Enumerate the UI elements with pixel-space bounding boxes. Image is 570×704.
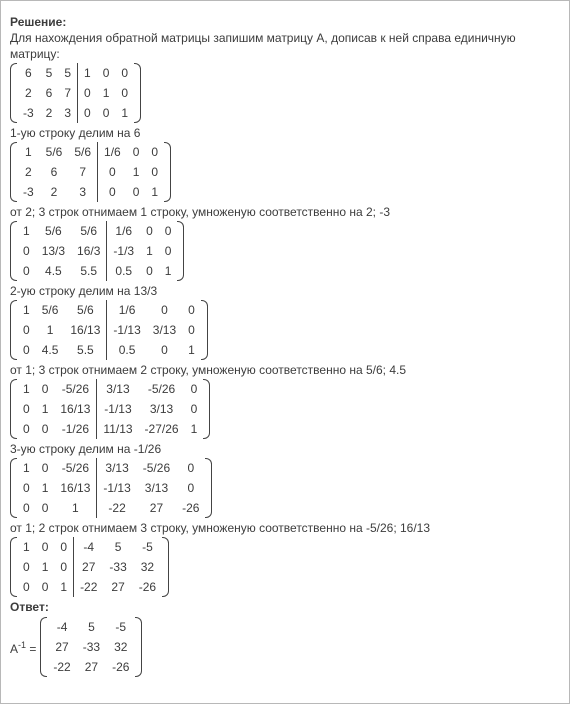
matrix-cell: -5/26 — [142, 461, 171, 475]
matrix-cell: 0 — [41, 540, 49, 554]
solution-content — [10, 14, 566, 679]
matrix-cell: 3 — [64, 106, 72, 120]
matrix-cell: 1 — [46, 323, 54, 337]
left-bracket — [10, 142, 17, 202]
matrix-cell: -26 — [182, 501, 200, 515]
matrix-cell: 27 — [111, 580, 125, 594]
matrix-row — [17, 498, 205, 518]
matrix-cell: 0 — [151, 165, 159, 179]
answer-row — [10, 616, 566, 679]
matrix-row — [47, 657, 135, 677]
matrix-cell: 7 — [64, 86, 72, 100]
matrix-cell: 0 — [23, 560, 30, 574]
augmented-matrix — [10, 221, 566, 281]
left-bracket — [10, 63, 17, 123]
inverse-label — [10, 640, 36, 656]
matrix-row — [17, 419, 203, 439]
matrix-cell: 1 — [24, 145, 32, 159]
matrix-row — [17, 63, 134, 83]
matrix-table — [47, 617, 135, 677]
matrix-cell: 0 — [60, 560, 68, 574]
step-text: 3-ую строку делим на -1/26 — [10, 442, 162, 456]
matrix-cell: 0 — [187, 461, 195, 475]
matrix-cell: 3/13 — [97, 458, 137, 478]
matrix-cell: 0 — [23, 402, 30, 416]
matrix-cell: 3 — [79, 185, 87, 199]
matrix-cell: 3/13 — [149, 402, 174, 416]
matrix-cell: 7 — [79, 165, 87, 179]
left-bracket — [10, 221, 17, 281]
matrix-cell: 1/6 — [98, 142, 127, 162]
matrix-cell: -5/26 — [61, 382, 90, 396]
matrix-cell: 0 — [98, 162, 127, 182]
right-bracket — [177, 221, 184, 281]
matrix-cell: 0 — [151, 145, 159, 159]
matrix-cell: 6 — [24, 66, 32, 80]
matrix-table — [17, 379, 203, 439]
matrix-cell: 0 — [23, 264, 30, 278]
augmented-matrix — [10, 458, 566, 518]
matrix-cell: 27 — [84, 660, 99, 674]
matrix-row — [17, 142, 164, 162]
matrix-cell: 0 — [41, 501, 49, 515]
matrix-cell: 0.5 — [107, 261, 140, 281]
right-bracket — [134, 63, 141, 123]
matrix-cell: 1 — [41, 481, 49, 495]
matrix-cell: 16/13 — [60, 481, 91, 495]
matrix-cell: 32 — [140, 560, 155, 574]
matrix-cell: 0 — [102, 106, 110, 120]
matrix-table — [17, 537, 162, 597]
matrix-cell: 1 — [23, 303, 30, 317]
matrix-cell: -3 — [23, 185, 34, 199]
right-bracket — [135, 617, 142, 677]
augmented-matrix — [10, 537, 566, 597]
matrix-cell: 0 — [121, 66, 129, 80]
matrix-cell: 16/13 — [60, 402, 91, 416]
matrix-cell: -27/26 — [144, 422, 179, 436]
matrix-cell: 1 — [78, 63, 97, 83]
matrix-cell: 1 — [60, 580, 68, 594]
matrix-table — [17, 221, 177, 281]
matrix-cell: 1 — [151, 185, 159, 199]
matrix-cell: -1/13 — [97, 478, 137, 498]
matrix-row — [17, 182, 164, 202]
matrix-cell: -5 — [115, 620, 127, 634]
matrix-cell: 0 — [132, 145, 140, 159]
matrix-cell: -4 — [74, 537, 104, 557]
matrix-cell: 1 — [164, 264, 172, 278]
matrix-row — [17, 557, 162, 577]
matrix-cell: -1/26 — [61, 422, 90, 436]
matrix-cell: -1/13 — [97, 399, 139, 419]
matrix-cell: 0 — [188, 323, 195, 337]
matrix-cell: 1 — [190, 422, 198, 436]
matrix-cell: 0 — [161, 343, 168, 357]
step-text: от 2; 3 строк отнимаем 1 строку, умноженую соответственно на 2; -3 — [10, 205, 390, 219]
matrix-cell: 0 — [132, 185, 140, 199]
matrix-cell: 1/6 — [107, 221, 140, 241]
right-bracket — [201, 300, 208, 360]
matrix-cell: 0 — [60, 540, 68, 554]
matrix-cell: 5/6 — [77, 303, 94, 317]
matrix-cell: 0 — [102, 66, 110, 80]
matrix-cell: 2 — [45, 106, 53, 120]
matrix-cell: 5/6 — [45, 224, 62, 238]
step-text: от 1; 2 строк отнимаем 3 строку, умноженую соответственно на -5/26; 16/13 — [10, 521, 431, 535]
matrix-cell: 0 — [23, 481, 30, 495]
matrix-cell: 3/13 — [152, 323, 177, 337]
matrix-row — [17, 458, 205, 478]
matrix-row — [47, 617, 135, 637]
matrix-cell: -22 — [97, 498, 137, 518]
step-text: от 1; 3 строк отнимаем 2 строку, умноженую соответственно на 5/6; 4.5 — [10, 363, 407, 377]
matrix-cell: 1 — [23, 540, 30, 554]
matrix-row — [17, 261, 177, 281]
augmented-matrix — [10, 379, 566, 439]
matrix-table — [17, 63, 134, 123]
matrix-row — [17, 577, 162, 597]
matrix-cell: 27 — [55, 640, 69, 654]
intro-text: Для нахождения обратной матрицы запишим матрицу А, дописав к ней справа единичную матрицу: — [10, 31, 516, 61]
matrix-cell: 1 — [146, 244, 153, 258]
matrix-cell: 5.5 — [80, 264, 98, 278]
matrix-cell: -3 — [23, 106, 34, 120]
matrix-row — [17, 537, 162, 557]
matrix-cell: 0 — [23, 323, 30, 337]
matrix-cell: -5 — [142, 540, 153, 554]
matrix-cell: -1/3 — [107, 241, 140, 261]
left-bracket — [10, 379, 17, 439]
matrix-row — [17, 478, 205, 498]
matrix-cell: 16/13 — [70, 323, 101, 337]
matrix-cell: 0 — [78, 83, 97, 103]
matrix-cell: 0 — [146, 224, 153, 238]
matrix-cell: 5 — [88, 620, 95, 634]
matrix-cell: 2 — [24, 86, 32, 100]
matrix-cell: -4 — [56, 620, 68, 634]
matrix-cell: 0 — [23, 580, 30, 594]
matrix-cell: 1 — [121, 106, 129, 120]
matrix-cell: 0 — [187, 481, 195, 495]
augmented-matrix — [10, 63, 566, 123]
right-bracket — [162, 537, 169, 597]
step-text: 1-ую строку делим на 6 — [10, 126, 141, 140]
matrix-table — [17, 142, 164, 202]
matrix-cell: -33 — [109, 560, 127, 574]
matrix-cell: 3/13 — [144, 481, 169, 495]
matrix-cell: 0 — [23, 343, 30, 357]
augmented-matrix — [10, 300, 566, 360]
left-bracket — [40, 617, 47, 677]
matrix-cell: 0 — [121, 86, 129, 100]
matrix-cell: 0 — [41, 422, 49, 436]
matrix-row — [17, 221, 177, 241]
matrix-cell: 0 — [190, 402, 198, 416]
matrix-table — [17, 300, 201, 360]
right-bracket — [205, 458, 212, 518]
matrix-cell: -26 — [112, 660, 130, 674]
matrix-row — [17, 103, 134, 123]
matrix-cell: 0 — [41, 461, 49, 475]
matrix-cell: 5/6 — [80, 224, 98, 238]
left-bracket — [10, 458, 17, 518]
matrix-cell: 0 — [161, 303, 168, 317]
matrix-cell: 2 — [50, 185, 58, 199]
matrix-cell: 5 — [45, 66, 53, 80]
matrix-cell: 27 — [74, 557, 104, 577]
matrix-cell: 0 — [164, 224, 172, 238]
answer-heading: Ответ: — [10, 600, 49, 614]
matrix-cell: 1 — [102, 86, 110, 100]
matrix-row — [17, 83, 134, 103]
matrix-cell: -22 — [74, 577, 104, 597]
matrix-cell: 11/13 — [97, 419, 139, 439]
inverse-matrix — [40, 617, 142, 677]
matrix-row — [47, 637, 135, 657]
matrix-cell: 5 — [114, 540, 122, 554]
matrix-cell: 1 — [41, 560, 49, 574]
matrix-cell: 1 — [23, 224, 30, 238]
matrix-row — [17, 399, 203, 419]
right-bracket — [164, 142, 171, 202]
matrix-cell: 0 — [164, 244, 172, 258]
matrix-row — [17, 340, 201, 360]
matrix-cell: 5/6 — [41, 303, 59, 317]
matrix-row — [17, 320, 201, 340]
matrix-cell: 1 — [41, 402, 49, 416]
matrix-row — [17, 162, 164, 182]
matrix-cell: 2 — [24, 165, 32, 179]
matrix-row — [17, 300, 201, 320]
matrix-cell: 0 — [41, 580, 49, 594]
solution-steps — [10, 63, 566, 597]
matrix-cell: 1 — [72, 501, 79, 515]
matrix-cell: 3/13 — [97, 379, 139, 399]
matrix-cell: -5/26 — [61, 461, 90, 475]
matrix-cell: 0 — [190, 382, 198, 396]
matrix-cell: 1/6 — [107, 300, 147, 320]
inverse-letter: A — [10, 641, 19, 656]
matrix-cell: 27 — [149, 501, 164, 515]
matrix-cell: 0 — [146, 264, 153, 278]
matrix-cell: 4.5 — [45, 264, 62, 278]
matrix-cell: 4.5 — [41, 343, 59, 357]
matrix-table — [17, 458, 205, 518]
matrix-cell: 6 — [50, 165, 58, 179]
matrix-cell: 0 — [41, 382, 49, 396]
matrix-cell: 5/6 — [45, 145, 63, 159]
matrix-cell: 1 — [188, 343, 195, 357]
inverse-exponent: -1 — [18, 639, 27, 650]
matrix-cell: -22 — [53, 660, 71, 674]
step-text: 2-ую строку делим на 13/3 — [10, 284, 158, 298]
matrix-cell: 13/3 — [41, 244, 66, 258]
matrix-cell: -1/13 — [107, 320, 147, 340]
left-bracket — [10, 300, 17, 360]
matrix-cell: -5/26 — [147, 382, 176, 396]
matrix-cell: 0 — [98, 182, 127, 202]
matrix-cell: 6 — [45, 86, 53, 100]
matrix-cell: 0 — [23, 244, 30, 258]
right-bracket — [203, 379, 210, 439]
matrix-row — [17, 379, 203, 399]
matrix-cell: 32 — [114, 640, 128, 654]
matrix-cell: 5/6 — [74, 145, 92, 159]
augmented-matrix — [10, 142, 566, 202]
matrix-cell: 0 — [188, 303, 195, 317]
matrix-cell: 5.5 — [77, 343, 94, 357]
answer-matrix — [40, 616, 142, 679]
matrix-cell: 1 — [23, 382, 30, 396]
solution-heading: Решение: — [10, 15, 67, 29]
matrix-cell: 0.5 — [107, 340, 147, 360]
matrix-cell: 1 — [132, 165, 140, 179]
matrix-cell: 0 — [23, 501, 30, 515]
matrix-cell: -26 — [138, 580, 157, 594]
matrix-cell: 16/3 — [77, 244, 101, 258]
matrix-cell: 1 — [23, 461, 30, 475]
matrix-cell: 0 — [78, 103, 97, 123]
matrix-cell: 5 — [64, 66, 72, 80]
equals-sign: = — [29, 641, 37, 656]
matrix-cell: 0 — [23, 422, 30, 436]
matrix-cell: -33 — [82, 640, 101, 654]
matrix-row — [17, 241, 177, 261]
left-bracket — [10, 537, 17, 597]
